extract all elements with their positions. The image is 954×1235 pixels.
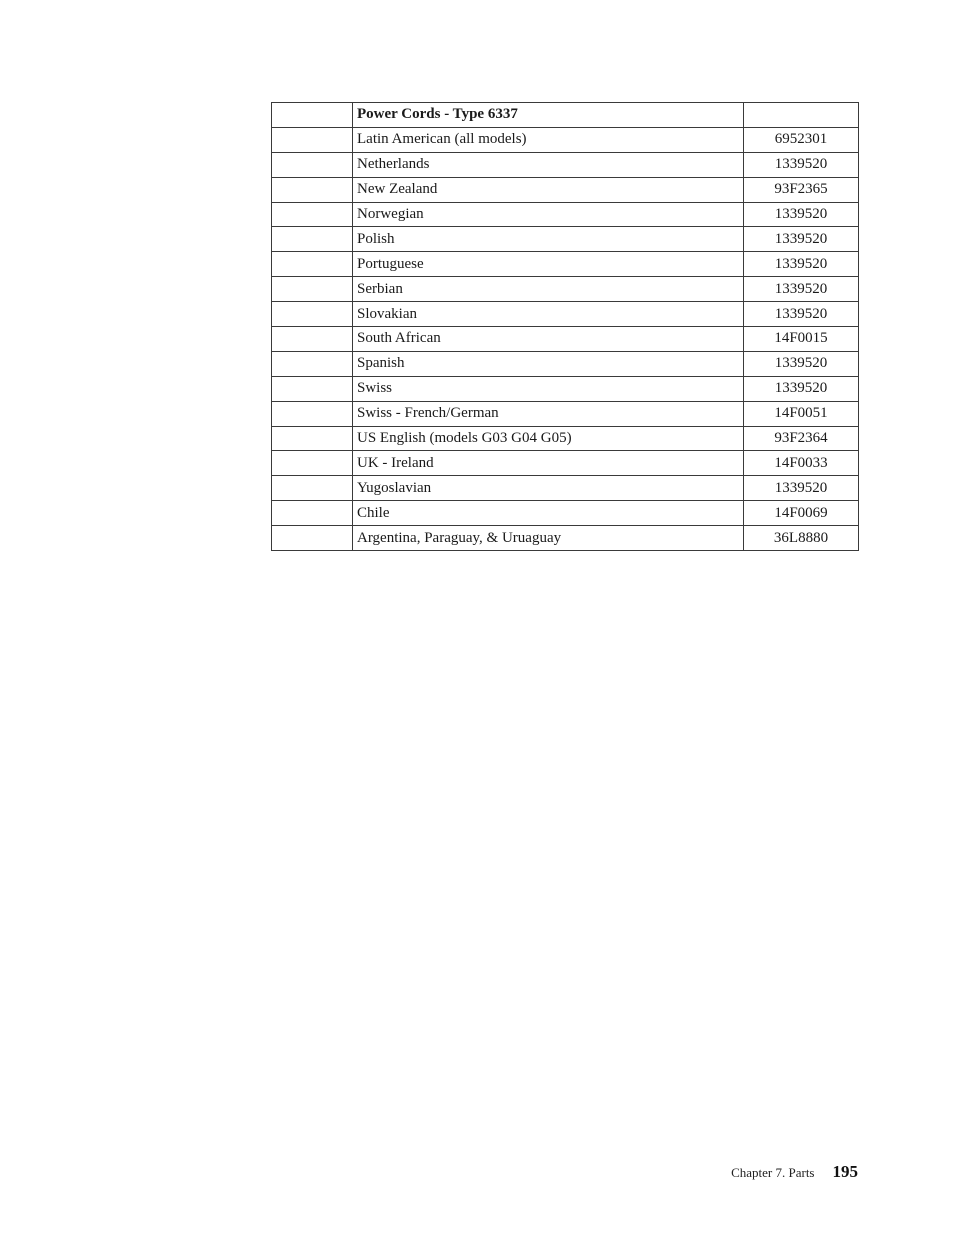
part-number-cell: 14F0033 (744, 451, 859, 476)
part-number-cell: 36L8880 (744, 526, 859, 551)
part-number-cell: 14F0051 (744, 401, 859, 426)
part-number-cell: 1339520 (744, 227, 859, 252)
index-cell (272, 252, 353, 277)
index-cell (272, 426, 353, 451)
table-heading: Power Cords - Type 6337 (353, 103, 744, 128)
parts-table (271, 102, 859, 551)
description-cell: Argentina, Paraguay, & Uruaguay (353, 526, 744, 551)
table-row (272, 177, 859, 202)
table-row (272, 152, 859, 177)
index-cell (272, 401, 353, 426)
index-cell (272, 376, 353, 401)
part-number-cell: 93F2364 (744, 426, 859, 451)
part-number-cell: 93F2365 (744, 177, 859, 202)
part-number-cell: 1339520 (744, 202, 859, 227)
index-cell (272, 177, 353, 202)
part-number-cell: 14F0069 (744, 501, 859, 526)
table-row (272, 401, 859, 426)
page-number: 195 (832, 1162, 858, 1181)
table-row (272, 327, 859, 352)
parts-table-body (272, 103, 859, 551)
table-row (272, 127, 859, 152)
part-number-cell: 1339520 (744, 476, 859, 501)
index-cell (272, 501, 353, 526)
description-cell: Serbian (353, 277, 744, 302)
description-cell: US English (models G03 G04 G05) (353, 426, 744, 451)
index-cell (272, 302, 353, 327)
description-cell: Netherlands (353, 152, 744, 177)
chapter-label: Chapter 7. Parts (731, 1165, 815, 1180)
part-number-cell (744, 103, 859, 128)
table-row (272, 476, 859, 501)
table-row (272, 202, 859, 227)
page-footer (731, 1162, 858, 1182)
table-row (272, 227, 859, 252)
part-number-cell: 1339520 (744, 302, 859, 327)
part-number-cell: 14F0015 (744, 327, 859, 352)
description-cell: Norwegian (353, 202, 744, 227)
description-cell: Spanish (353, 351, 744, 376)
table-row (272, 302, 859, 327)
part-number-cell: 1339520 (744, 376, 859, 401)
table-row (272, 526, 859, 551)
table-row (272, 277, 859, 302)
table-row (272, 501, 859, 526)
description-cell: Portuguese (353, 252, 744, 277)
description-cell: Chile (353, 501, 744, 526)
table-row (272, 451, 859, 476)
index-cell (272, 451, 353, 476)
description-cell: New Zealand (353, 177, 744, 202)
part-number-cell: 6952301 (744, 127, 859, 152)
description-cell: Yugoslavian (353, 476, 744, 501)
part-number-cell: 1339520 (744, 252, 859, 277)
description-cell: UK - Ireland (353, 451, 744, 476)
description-cell: Polish (353, 227, 744, 252)
index-cell (272, 227, 353, 252)
index-cell (272, 476, 353, 501)
part-number-cell: 1339520 (744, 277, 859, 302)
table-row (272, 426, 859, 451)
description-cell: Slovakian (353, 302, 744, 327)
description-cell: Latin American (all models) (353, 127, 744, 152)
part-number-cell: 1339520 (744, 351, 859, 376)
part-number-cell: 1339520 (744, 152, 859, 177)
index-cell (272, 526, 353, 551)
index-cell (272, 351, 353, 376)
index-cell (272, 327, 353, 352)
description-cell: South African (353, 327, 744, 352)
description-cell: Swiss - French/German (353, 401, 744, 426)
index-cell (272, 202, 353, 227)
index-cell (272, 277, 353, 302)
description-cell: Swiss (353, 376, 744, 401)
table-header-row (272, 103, 859, 128)
table-row (272, 252, 859, 277)
index-cell (272, 152, 353, 177)
index-cell (272, 103, 353, 128)
index-cell (272, 127, 353, 152)
table-row (272, 351, 859, 376)
table-row (272, 376, 859, 401)
